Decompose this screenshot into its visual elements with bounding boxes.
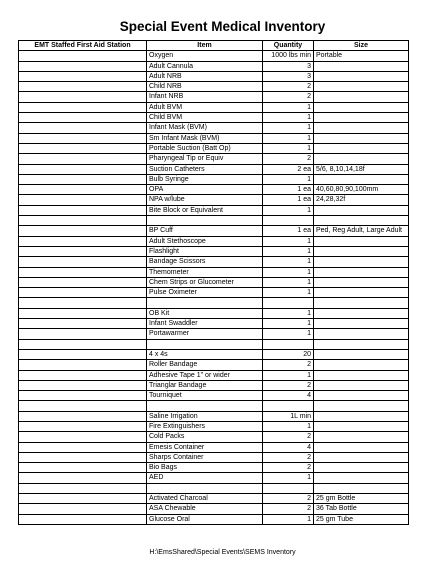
- file-path-footer: H:\EmsShared\Special Events\SEMS Inventory: [149, 549, 296, 556]
- table-row: [19, 267, 409, 277]
- table-row: [19, 236, 409, 246]
- quantity-cell: 1: [263, 288, 314, 298]
- quantity-cell: 2: [263, 82, 314, 92]
- table-row: [19, 298, 409, 308]
- station-cell: [19, 401, 147, 411]
- size-cell: [314, 463, 409, 473]
- size-cell: [314, 442, 409, 452]
- item-cell: Themometer: [147, 267, 263, 277]
- table-row: [19, 195, 409, 205]
- station-cell: [19, 391, 147, 401]
- station-cell: [19, 504, 147, 514]
- item-cell: Adult Cannula: [147, 61, 263, 71]
- quantity-cell: 1L min: [263, 411, 314, 421]
- size-cell: [314, 174, 409, 184]
- station-cell: [19, 51, 147, 61]
- quantity-cell: 2: [263, 494, 314, 504]
- quantity-cell: 2: [263, 432, 314, 442]
- quantity-cell: 1: [263, 370, 314, 380]
- size-cell: [314, 339, 409, 349]
- size-cell: [314, 246, 409, 256]
- station-cell: [19, 463, 147, 473]
- item-cell: Infant Mask (BVM): [147, 123, 263, 133]
- station-cell: [19, 61, 147, 71]
- table-row: [19, 360, 409, 370]
- size-cell: [314, 92, 409, 102]
- item-cell: Bulb Syringe: [147, 174, 263, 184]
- quantity-cell: 1: [263, 421, 314, 431]
- quantity-cell: 1: [263, 102, 314, 112]
- station-cell: [19, 185, 147, 195]
- quantity-cell: 1: [263, 267, 314, 277]
- item-cell: Chem Strips or Glucometer: [147, 277, 263, 287]
- size-cell: [314, 102, 409, 112]
- table-row: [19, 452, 409, 462]
- quantity-cell: 1: [263, 308, 314, 318]
- quantity-cell: 4: [263, 442, 314, 452]
- item-cell: [147, 339, 263, 349]
- quantity-cell: 1: [263, 319, 314, 329]
- item-cell: Portawarmer: [147, 329, 263, 339]
- station-cell: [19, 92, 147, 102]
- item-cell: Pharyngeal Tip or Equiv: [147, 154, 263, 164]
- table-row: [19, 473, 409, 483]
- quantity-cell: 2: [263, 504, 314, 514]
- table-row: [19, 61, 409, 71]
- size-cell: [314, 143, 409, 153]
- table-row: [19, 185, 409, 195]
- table-row: [19, 391, 409, 401]
- table-row: [19, 82, 409, 92]
- item-cell: Cold Packs: [147, 432, 263, 442]
- size-cell: [314, 360, 409, 370]
- page-title: Special Event Medical Inventory: [119, 19, 326, 34]
- station-cell: [19, 483, 147, 493]
- table-row: [19, 154, 409, 164]
- size-cell: [314, 113, 409, 123]
- quantity-cell: 2: [263, 463, 314, 473]
- quantity-cell: 1: [263, 473, 314, 483]
- table-row: [19, 339, 409, 349]
- quantity-cell: 1: [263, 174, 314, 184]
- station-cell: [19, 473, 147, 483]
- table-row: [19, 329, 409, 339]
- size-cell: [314, 298, 409, 308]
- station-cell: [19, 339, 147, 349]
- size-cell: [314, 329, 409, 339]
- item-cell: [147, 483, 263, 493]
- station-cell: [19, 164, 147, 174]
- size-cell: [314, 421, 409, 431]
- quantity-cell: 3: [263, 61, 314, 71]
- station-cell: [19, 360, 147, 370]
- size-cell: [314, 288, 409, 298]
- station-cell: [19, 257, 147, 267]
- item-cell: Child BVM: [147, 113, 263, 123]
- quantity-cell: 20: [263, 349, 314, 359]
- station-cell: [19, 308, 147, 318]
- item-cell: [147, 401, 263, 411]
- size-cell: [314, 61, 409, 71]
- quantity-cell: 1000 lbs min: [263, 51, 314, 61]
- quantity-cell: 1 ea: [263, 195, 314, 205]
- table-row: [19, 411, 409, 421]
- table-row: [19, 494, 409, 504]
- station-cell: [19, 226, 147, 236]
- quantity-cell: 1 ea: [263, 185, 314, 195]
- quantity-cell: 1: [263, 277, 314, 287]
- station-cell: [19, 298, 147, 308]
- item-cell: OB Kit: [147, 308, 263, 318]
- table-row: [19, 319, 409, 329]
- quantity-cell: 1: [263, 514, 314, 524]
- table-row: [19, 349, 409, 359]
- size-cell: [314, 473, 409, 483]
- size-cell: [314, 257, 409, 267]
- station-column-header: EMT Staffed First Aid Station: [19, 41, 147, 51]
- table-row: [19, 133, 409, 143]
- quantity-column-header: Quantity: [263, 41, 314, 51]
- table-row: [19, 216, 409, 226]
- item-column-header: Item: [147, 41, 263, 51]
- size-cell: [314, 401, 409, 411]
- table-row: [19, 483, 409, 493]
- quantity-cell: 1: [263, 329, 314, 339]
- station-cell: [19, 205, 147, 215]
- item-cell: [147, 216, 263, 226]
- quantity-cell: [263, 298, 314, 308]
- size-cell: [314, 236, 409, 246]
- table-row: [19, 113, 409, 123]
- station-cell: [19, 514, 147, 524]
- station-cell: [19, 133, 147, 143]
- quantity-cell: 1: [263, 205, 314, 215]
- quantity-cell: 2: [263, 452, 314, 462]
- item-cell: BP Cuff: [147, 226, 263, 236]
- station-cell: [19, 216, 147, 226]
- size-cell: [314, 308, 409, 318]
- size-cell: Ped, Reg Adult, Large Adult: [314, 226, 409, 236]
- table-row: [19, 277, 409, 287]
- size-cell: [314, 319, 409, 329]
- item-cell: Child NRB: [147, 82, 263, 92]
- size-cell: 25 gm Tube: [314, 514, 409, 524]
- table-row: [19, 504, 409, 514]
- size-cell: [314, 391, 409, 401]
- table-row: [19, 123, 409, 133]
- table-row: [19, 421, 409, 431]
- table-header-row: [19, 41, 409, 51]
- station-cell: [19, 113, 147, 123]
- station-cell: [19, 154, 147, 164]
- table-row: [19, 246, 409, 256]
- size-cell: 25 gm Bottle: [314, 494, 409, 504]
- table-row: [19, 432, 409, 442]
- inventory-table: [18, 40, 409, 525]
- station-cell: [19, 174, 147, 184]
- size-cell: 5/6, 8,10,14,18f: [314, 164, 409, 174]
- quantity-cell: [263, 401, 314, 411]
- item-cell: Adult BVM: [147, 102, 263, 112]
- size-cell: Portable: [314, 51, 409, 61]
- table-row: [19, 143, 409, 153]
- size-cell: [314, 205, 409, 215]
- size-cell: [314, 370, 409, 380]
- table-row: [19, 205, 409, 215]
- size-cell: [314, 154, 409, 164]
- item-cell: Infant Swaddler: [147, 319, 263, 329]
- item-cell: Portable Suction (Batt Op): [147, 143, 263, 153]
- station-cell: [19, 421, 147, 431]
- size-cell: 40,60,80,90,100mm: [314, 185, 409, 195]
- table-row: [19, 226, 409, 236]
- item-cell: Bandage Scissors: [147, 257, 263, 267]
- table-row: [19, 401, 409, 411]
- quantity-cell: 1: [263, 133, 314, 143]
- station-cell: [19, 288, 147, 298]
- table-row: [19, 92, 409, 102]
- item-cell: OPA: [147, 185, 263, 195]
- size-cell: [314, 380, 409, 390]
- item-cell: Tourniquet: [147, 391, 263, 401]
- item-cell: Sm Infant Mask (BVM): [147, 133, 263, 143]
- table-row: [19, 174, 409, 184]
- station-cell: [19, 143, 147, 153]
- size-cell: [314, 411, 409, 421]
- item-cell: Bite Block or Equivalent: [147, 205, 263, 215]
- size-cell: [314, 123, 409, 133]
- quantity-cell: [263, 339, 314, 349]
- quantity-cell: 1: [263, 113, 314, 123]
- quantity-cell: 2: [263, 154, 314, 164]
- quantity-cell: 1: [263, 123, 314, 133]
- size-cell: 24,28,32f: [314, 195, 409, 205]
- item-cell: Trianglar Bandage: [147, 380, 263, 390]
- station-cell: [19, 236, 147, 246]
- station-cell: [19, 123, 147, 133]
- item-cell: [147, 298, 263, 308]
- item-cell: Emesis Container: [147, 442, 263, 452]
- item-cell: Flashlight: [147, 246, 263, 256]
- table-row: [19, 442, 409, 452]
- size-cell: [314, 267, 409, 277]
- item-cell: Glucose Oral: [147, 514, 263, 524]
- size-cell: [314, 133, 409, 143]
- station-cell: [19, 267, 147, 277]
- quantity-cell: 2: [263, 92, 314, 102]
- item-cell: Pulse Oximeter: [147, 288, 263, 298]
- item-cell: 4 x 4s: [147, 349, 263, 359]
- size-cell: [314, 82, 409, 92]
- table-row: [19, 164, 409, 174]
- quantity-cell: 2 ea: [263, 164, 314, 174]
- size-column-header: Size: [314, 41, 409, 51]
- quantity-cell: 2: [263, 380, 314, 390]
- item-cell: Adult Stethoscope: [147, 236, 263, 246]
- table-row: [19, 288, 409, 298]
- item-cell: Oxygen: [147, 51, 263, 61]
- size-cell: [314, 432, 409, 442]
- station-cell: [19, 246, 147, 256]
- item-cell: Fire Extinguishers: [147, 421, 263, 431]
- size-cell: [314, 483, 409, 493]
- station-cell: [19, 370, 147, 380]
- item-cell: Adhesive Tape 1" or wider: [147, 370, 263, 380]
- table-row: [19, 257, 409, 267]
- table-row: [19, 463, 409, 473]
- quantity-cell: 1: [263, 246, 314, 256]
- quantity-cell: 2: [263, 360, 314, 370]
- size-cell: [314, 71, 409, 81]
- size-cell: [314, 349, 409, 359]
- station-cell: [19, 432, 147, 442]
- item-cell: Activated Charcoal: [147, 494, 263, 504]
- quantity-cell: [263, 216, 314, 226]
- inventory-rows: [19, 51, 409, 525]
- station-cell: [19, 411, 147, 421]
- station-cell: [19, 452, 147, 462]
- quantity-cell: 1: [263, 236, 314, 246]
- item-cell: Saline Irrigation: [147, 411, 263, 421]
- station-cell: [19, 349, 147, 359]
- station-cell: [19, 380, 147, 390]
- item-cell: ASA Chewable: [147, 504, 263, 514]
- size-cell: [314, 452, 409, 462]
- table-row: [19, 380, 409, 390]
- item-cell: Adult NRB: [147, 71, 263, 81]
- station-cell: [19, 71, 147, 81]
- item-cell: AED: [147, 473, 263, 483]
- station-cell: [19, 319, 147, 329]
- table-row: [19, 102, 409, 112]
- quantity-cell: 1 ea: [263, 226, 314, 236]
- quantity-cell: 1: [263, 143, 314, 153]
- item-cell: Infant NRB: [147, 92, 263, 102]
- table-row: [19, 71, 409, 81]
- table-row: [19, 308, 409, 318]
- item-cell: Sharps Container: [147, 452, 263, 462]
- station-cell: [19, 102, 147, 112]
- station-cell: [19, 329, 147, 339]
- item-cell: Bio Bags: [147, 463, 263, 473]
- table-row: [19, 370, 409, 380]
- table-row: [19, 51, 409, 61]
- quantity-cell: 1: [263, 257, 314, 267]
- item-cell: NPA w/lube: [147, 195, 263, 205]
- item-cell: Suction Catheters: [147, 164, 263, 174]
- item-cell: Roller Bandage: [147, 360, 263, 370]
- size-cell: 36 Tab Bottle: [314, 504, 409, 514]
- quantity-cell: [263, 483, 314, 493]
- quantity-cell: 4: [263, 391, 314, 401]
- station-cell: [19, 442, 147, 452]
- station-cell: [19, 277, 147, 287]
- station-cell: [19, 494, 147, 504]
- size-cell: [314, 277, 409, 287]
- station-cell: [19, 82, 147, 92]
- station-cell: [19, 195, 147, 205]
- size-cell: [314, 216, 409, 226]
- quantity-cell: 3: [263, 71, 314, 81]
- table-row: [19, 514, 409, 524]
